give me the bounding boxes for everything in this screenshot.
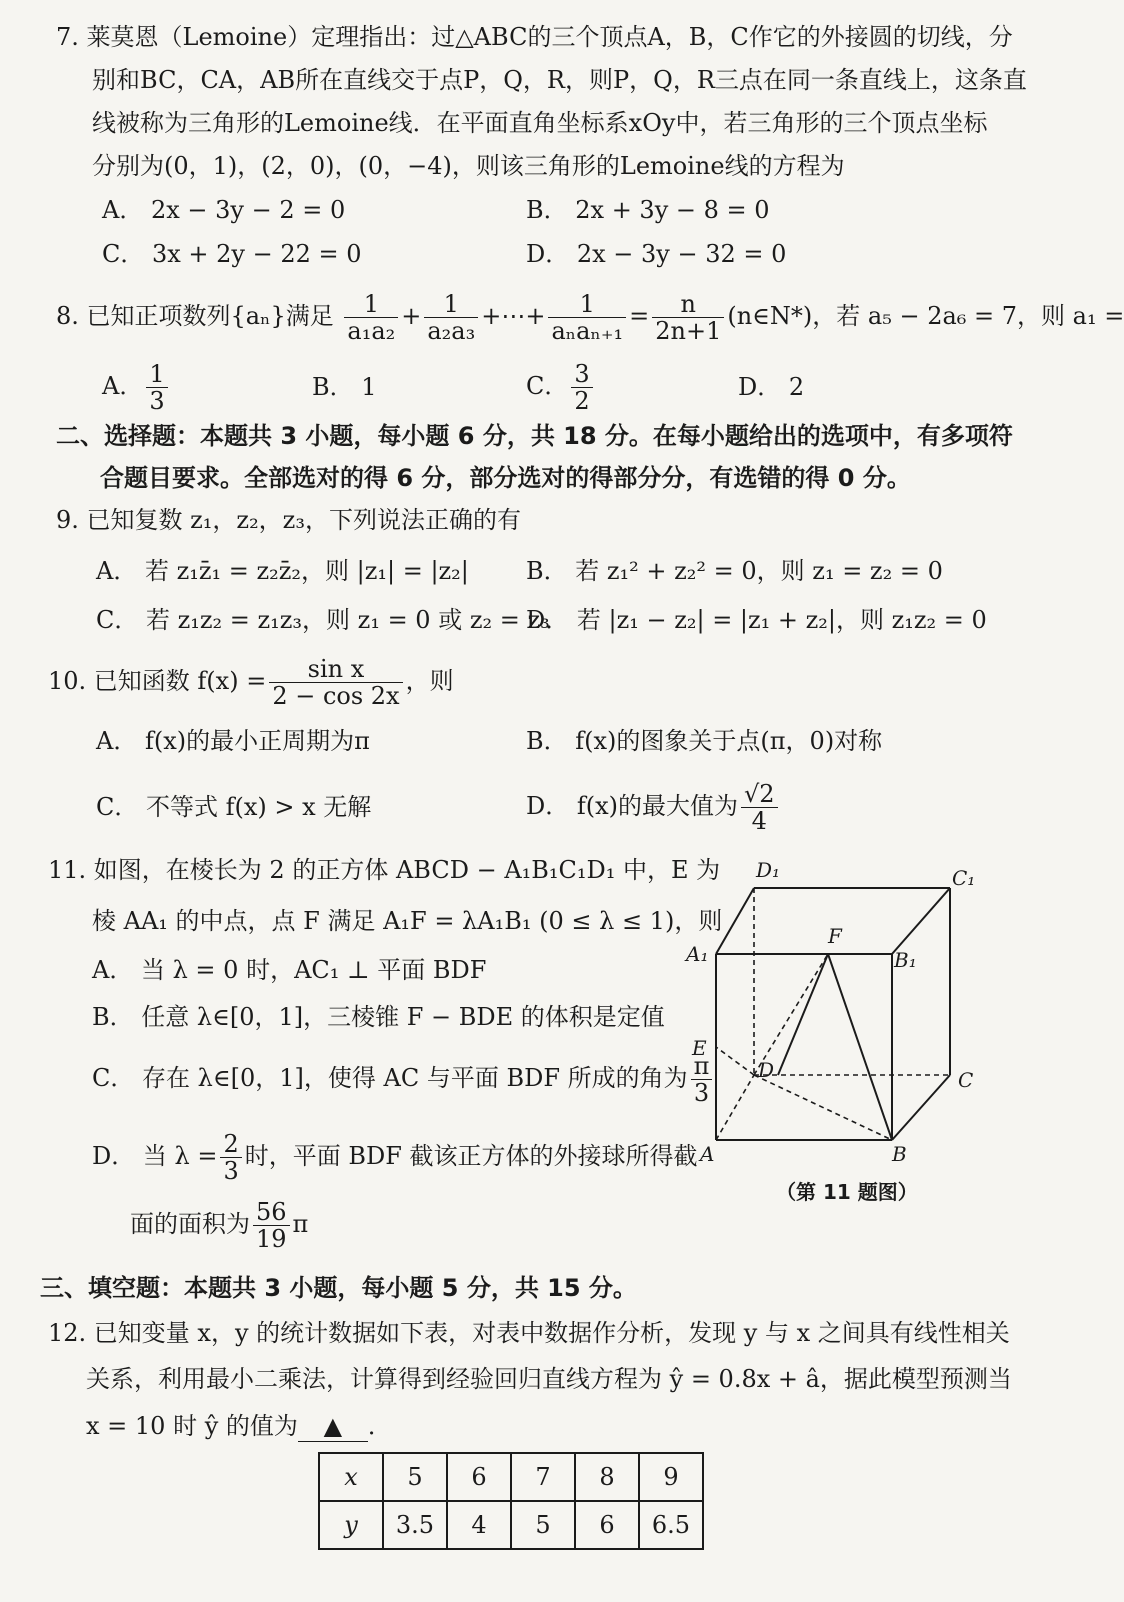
table-cell: 5 bbox=[511, 1501, 575, 1549]
table-cell: 6.5 bbox=[639, 1501, 703, 1549]
q9-option-d: D． 若 |z₁ − z₂| = |z₁ + z₂|，则 z₁z₂ = 0 bbox=[526, 606, 987, 634]
q12-line2: 关系，利用最小二乘法，计算得到经验回归直线方程为 ŷ = 0.8x + â，据此模型预测当 bbox=[86, 1365, 1012, 1393]
table-row bbox=[319, 1453, 703, 1501]
edge-b1-c1 bbox=[892, 888, 950, 954]
label-b1: B₁ bbox=[894, 948, 917, 972]
table-cell: 8 bbox=[575, 1453, 639, 1501]
q7-line4: 分别为(0，1)，(2，0)，(0，−4)，则该三角形的Lemoine线的方程为 bbox=[92, 152, 845, 180]
table-cell: 3.5 bbox=[383, 1501, 447, 1549]
q11-option-d-line2: 面的面积为 $\frac{56}{19}$ π bbox=[130, 1198, 309, 1253]
section-2-heading-line2: 合题目要求。全部选对的得 6 分，部分选对的得部分分，有选错的得 0 分。 bbox=[100, 464, 911, 492]
label-d: D bbox=[758, 1058, 775, 1082]
q7-line3: 线被称为三角形的Lemoine线．在平面直角坐标系xOy中，若三角形的三个顶点坐标 bbox=[92, 109, 988, 137]
q8-stem: 8. 已知正项数列{aₙ}满足 $\frac{1}{\text{a₁a₂}}$ + $\frac{1}{\text{a₂a₃}}$ +⋯+ $\frac{1}{\text{aₙaₙ₊₁}}$ = $\frac{n}{2n+1}$ (n∈N*)，若 a₅ − 2a₆ = 7，则 a₁ = bbox=[56, 290, 1124, 345]
q7-option-a: A． 2x − 3y − 2 = 0 bbox=[102, 196, 346, 224]
table-header-x: x bbox=[319, 1453, 383, 1501]
q12-line3: x = 10 时 ŷ 的值为 ▲ ． bbox=[86, 1412, 392, 1440]
segment-f-d bbox=[778, 954, 828, 1075]
segment-d-f-hidden bbox=[754, 954, 828, 1075]
q12-line1: 12. 已知变量 x，y 的统计数据如下表，对表中数据作分析，发现 y 与 x 之间具有线性相关 bbox=[48, 1319, 1010, 1347]
q11-option-c: C． 存在 λ∈[0，1]，使得 AC 与平面 BDF 所成的角为 $\frac{\pi}{3}$ bbox=[92, 1050, 715, 1106]
segment-d-b-hidden bbox=[754, 1075, 892, 1140]
label-e: E bbox=[692, 1036, 707, 1060]
q10-stem: 10. 已知函数 f(x) = $\frac{\text{sin x}}{2 - \cos 2x}$ ，则 bbox=[48, 655, 454, 710]
q11-option-b: B． 任意 λ∈[0，1]，三棱锥 F − BDE 的体积是定值 bbox=[92, 1003, 665, 1031]
segment-f-b bbox=[828, 954, 892, 1140]
label-c: C bbox=[958, 1068, 974, 1092]
label-f: F bbox=[828, 924, 842, 948]
q8-stem-suffix: (n∈N*)，若 a₅ − 2a₆ = 7，则 a₁ = bbox=[727, 302, 1124, 330]
table-header-y: y bbox=[319, 1501, 383, 1549]
section-3-heading: 三、填空题：本题共 3 小题，每小题 5 分，共 15 分。 bbox=[40, 1274, 637, 1302]
data-table bbox=[318, 1452, 704, 1550]
table-cell: 5 bbox=[383, 1453, 447, 1501]
answer-blank: ▲ bbox=[298, 1411, 368, 1442]
q8-option-c: C． $\frac{3}{2}$ bbox=[526, 358, 596, 414]
q11-line2: 棱 AA₁ 的中点，点 F 满足 A₁F = λA₁B₁ (0 ≤ λ ≤ 1)，则 bbox=[92, 907, 723, 935]
label-a1: A₁ bbox=[686, 942, 709, 966]
table-cell: 6 bbox=[447, 1453, 511, 1501]
q8-option-b: B． 1 bbox=[312, 373, 377, 401]
table-cell: 9 bbox=[639, 1453, 703, 1501]
q7-line2: 别和BC，CA，AB所在直线交于点P，Q，R，则P，Q，R三点在同一条直线上，这条直 bbox=[92, 66, 1027, 94]
edge-a1-d1 bbox=[716, 888, 754, 954]
q7-option-d: D． 2x − 3y − 32 = 0 bbox=[526, 240, 787, 268]
table-cell: 4 bbox=[447, 1501, 511, 1549]
q8-stem-prefix: 8. 已知正项数列{aₙ}满足 bbox=[56, 302, 334, 330]
q7-line1: 7. 莱莫恩（Lemoine）定理指出：过△ABC的三个顶点A，B，C作它的外接圆的切线，分 bbox=[56, 23, 1013, 51]
q8-option-d: D． 2 bbox=[738, 373, 805, 401]
cube-figure bbox=[680, 855, 1010, 1215]
q8-fraction-3: $\frac{1}{\text{aₙaₙ₊₁}}$ bbox=[548, 291, 626, 344]
table-row bbox=[319, 1501, 703, 1549]
label-b: B bbox=[892, 1142, 907, 1166]
q7-option-b: B． 2x + 3y − 8 = 0 bbox=[526, 196, 770, 224]
section-2-heading-line1: 二、选择题：本题共 3 小题，每小题 6 分，共 18 分。在每小题给出的选项中，有多项符 bbox=[56, 422, 1013, 450]
q11-line1: 11. 如图，在棱长为 2 的正方体 ABCD − A₁B₁C₁D₁ 中，E 为 bbox=[48, 856, 721, 884]
label-c1: C₁ bbox=[952, 866, 976, 890]
q9-stem: 9. 已知复数 z₁，z₂，z₃，下列说法正确的有 bbox=[56, 506, 521, 534]
edge-b-c bbox=[892, 1075, 950, 1140]
q8-fraction-4: $\frac{n}{2n+1}$ bbox=[652, 291, 724, 344]
edge-a-d-hidden bbox=[716, 1075, 754, 1140]
q9-option-b: B． 若 z₁² + z₂² = 0，则 z₁ = z₂ = 0 bbox=[526, 557, 943, 585]
q8-fraction-2: $\frac{1}{\text{a₂a₃}}$ bbox=[424, 291, 478, 344]
figure-caption: （第 11 题图） bbox=[776, 1180, 918, 1204]
table-cell: 7 bbox=[511, 1453, 575, 1501]
label-d1: D₁ bbox=[756, 858, 781, 882]
q10-option-b: B． f(x)的图象关于点(π，0)对称 bbox=[526, 727, 883, 755]
table-cell: 6 bbox=[575, 1501, 639, 1549]
q10-option-c: C． 不等式 f(x) > x 无解 bbox=[96, 793, 372, 821]
label-a: A bbox=[700, 1142, 715, 1166]
q9-option-c: C． 若 z₁z₂ = z₁z₃，则 z₁ = 0 或 z₂ = z₃ bbox=[96, 606, 550, 634]
q7-option-c: C． 3x + 2y − 22 = 0 bbox=[102, 240, 362, 268]
segment-d-e-hidden bbox=[716, 1047, 754, 1075]
q8-option-a: A． $\frac{1}{3}$ bbox=[102, 358, 171, 414]
q10-option-a: A． f(x)的最小正周期为π bbox=[96, 727, 370, 755]
q11-option-a: A． 当 λ = 0 时，AC₁ ⊥ 平面 BDF bbox=[92, 956, 487, 984]
q9-option-a: A． 若 z₁z̄₁ = z₂z̄₂，则 |z₁| = |z₂| bbox=[96, 557, 469, 585]
q8-fraction-1: $\frac{1}{\text{a₁a₂}}$ bbox=[344, 291, 398, 344]
q10-option-d: D． f(x)的最大值为 $\frac{√2}{4}$ bbox=[526, 778, 781, 834]
q10-function-fraction: $\frac{\text{sin x}}{2 - \cos 2x}$ bbox=[269, 656, 402, 709]
q11-option-d: D． 当 λ = $\frac{2}{3}$ 时，平面 BDF 截该正方体的外接球所得截 bbox=[92, 1130, 698, 1185]
